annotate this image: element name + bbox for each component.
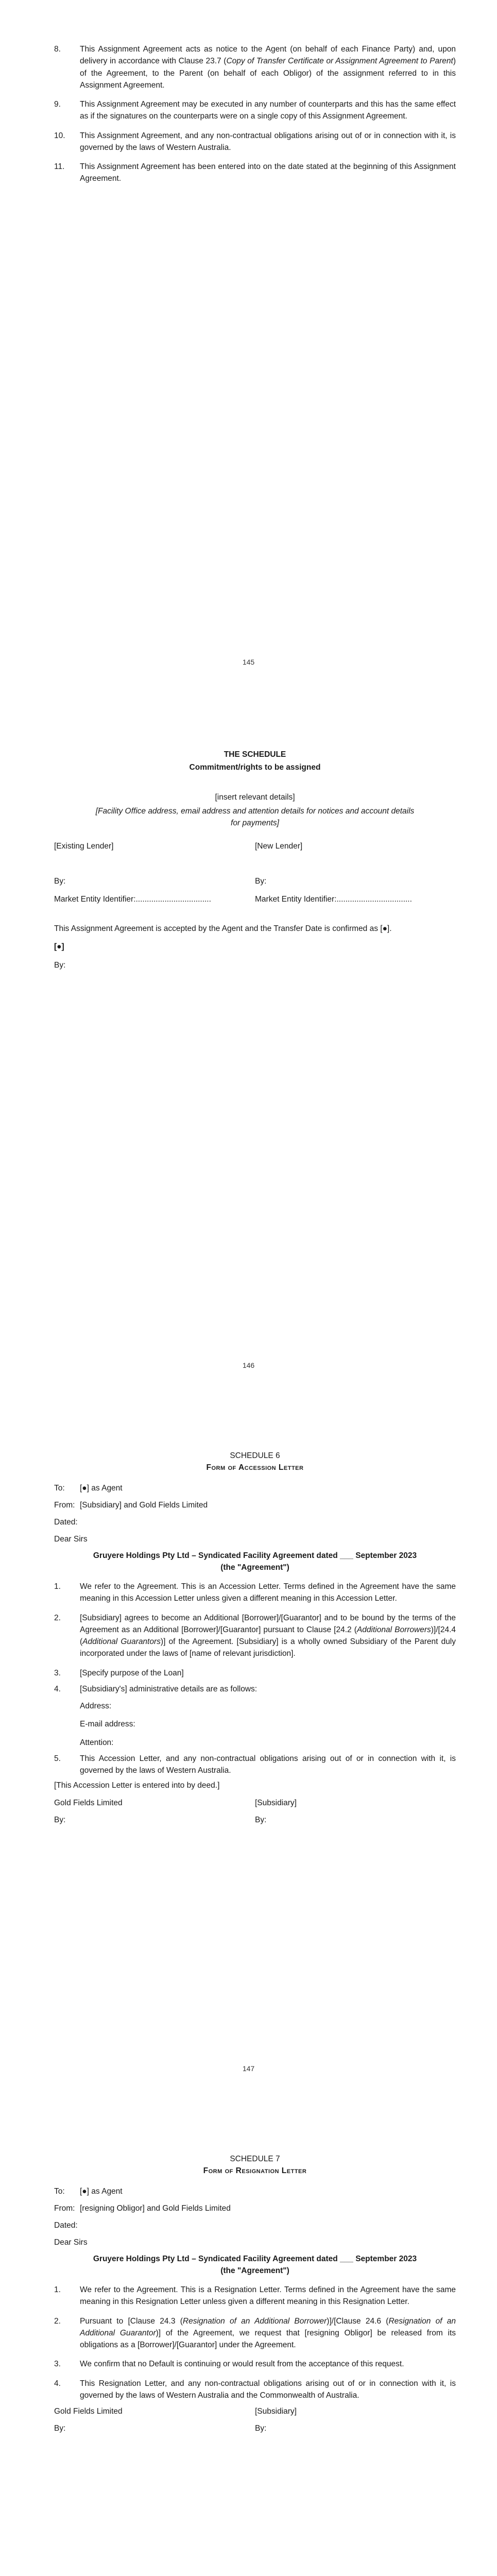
signatory-right: [Subsidiary] xyxy=(255,2407,297,2416)
by-row xyxy=(54,2422,456,2434)
by-label: By: xyxy=(54,960,66,970)
clause-2: 2. Pursuant to [Clause 24.3 (Resignation of an Additional Borrower)]/[Clause 24.6 (Resignation of an Additional Guarantor)] of the Agreement, we request that [resigning Obligor] be released from its obligations as a [Borrower]/[Guarantor] under the Agreement. xyxy=(54,2316,456,2349)
insert-details: [insert relevant details] xyxy=(215,792,295,802)
existing-lender: [Existing Lender] xyxy=(54,842,114,851)
attention-line: Attention: xyxy=(80,1738,114,1747)
by-row xyxy=(54,875,456,887)
letter-heading-defined: (the "Agreement") xyxy=(220,2266,289,2275)
agent-placeholder: [●] xyxy=(54,942,64,952)
page-number: 145 xyxy=(242,658,255,666)
lender-row xyxy=(54,840,456,852)
letter-heading: Gruyere Holdings Pty Ltd – Syndicated Facility Agreement dated ___ September 2023 xyxy=(93,1551,417,1560)
salutation: Dear Sirs xyxy=(54,2238,88,2247)
market-entity-right: Market Entity Identifier:.................................. xyxy=(255,894,412,904)
clause-1: 1. We refer to the Agreement. This is a Resignation Letter. Terms defined in the Agreement have the same meaning in this Resignation Letter unless given a different meaning in this Resignation Letter. xyxy=(54,2285,456,2307)
clause-1: 1. We refer to the Agreement. This is an Accession Letter. Terms defined in the Agreement have the same meaning in this Accession Letter unless given a different meaning in this Accession Letter. xyxy=(54,1582,456,1603)
market-entity-left: Market Entity Identifier:.................................. xyxy=(54,894,211,904)
acceptance-text: This Assignment Agreement is accepted by the Agent and the Transfer Date is confirmed as [●]. xyxy=(54,924,392,933)
letter-heading-defined: (the "Agreement") xyxy=(220,1563,289,1572)
schedule-title: THE SCHEDULE xyxy=(224,750,286,759)
by-label-left: By: xyxy=(54,2424,66,2433)
clause-4: 4. [Subsidiary's] administrative details are as follows: xyxy=(54,1684,258,1693)
facility-office-note: [Facility Office address, email address and attention details for notices and account details for payments] xyxy=(95,806,415,827)
dated-line: Dated: xyxy=(54,2221,78,2230)
clause-8: 8. This Assignment Agreement acts as notice to the Agent (on behalf of each Finance Party) and, upon delivery in accordance with Clause 23.7 (Copy of Transfer Certificate or Assignment Agreement to Parent) of the Agreement, to the Parent (on behalf of each Obligor) of the assignment referred to in this Assignment Agreement. xyxy=(54,45,456,90)
schedule-subtitle: Commitment/rights to be assigned xyxy=(189,763,321,772)
signature-row xyxy=(54,2405,456,2417)
clause-list xyxy=(54,43,456,185)
clause-5: 5. This Accession Letter, and any non-contractual obligations arising out of or in connection with it, is governed by the laws of Western Australia. xyxy=(54,1754,456,1775)
clause-2: 2. [Subsidiary] agrees to become an Additional [Borrower]/[Guarantor] and to be bound by the terms of the Agreement as an Additional [Borrower]/[Guarantor] pursuant to Clause [24.2 (Additional Borrowers)]/[24.4 (Additional Guarantors)] of the Agreement. [Subsidiary] is a wholly owned Subsidiary of the Parent duly incorporated under the laws of [name of relevant jurisdiction]. xyxy=(54,1613,456,1658)
signatory-left: Gold Fields Limited xyxy=(54,2407,123,2416)
signatory-left: Gold Fields Limited xyxy=(54,1798,123,1807)
page-145 xyxy=(0,0,497,703)
market-entity-row xyxy=(54,893,456,905)
salutation: Dear Sirs xyxy=(54,1535,88,1544)
clause-list xyxy=(54,2284,456,2401)
clause-9: 9. This Assignment Agreement may be executed in any number of counterparts and this has the same effect as if the signatures on the counterparts were on a single copy of this Assignment Agreement. xyxy=(54,100,456,121)
email-line: E-mail address: xyxy=(80,1720,135,1729)
clause-11: 11. This Assignment Agreement has been entered into on the date stated at the beginning of this Assignment Agreement. xyxy=(54,162,456,183)
new-lender: [New Lender] xyxy=(255,842,303,851)
page-148 xyxy=(0,2110,497,2576)
by-label-left: By: xyxy=(54,876,66,886)
clause-10: 10. This Assignment Agreement, and any non-contractual obligations arising out of or in connection with it, is governed by the laws of Western Australia. xyxy=(54,131,456,152)
signature-row xyxy=(54,1797,456,1809)
schedule-number: SCHEDULE 6 xyxy=(230,1451,280,1460)
by-label-right: By: xyxy=(255,876,267,886)
from-line: From: [Subsidiary] and Gold Fields Limited xyxy=(54,1500,208,1510)
page-number: 146 xyxy=(242,1361,255,1369)
address-line: Address: xyxy=(80,1702,112,1710)
page-number: 147 xyxy=(242,2064,255,2073)
by-label-right: By: xyxy=(255,1815,267,1824)
deed-note: [This Accession Letter is entered into by deed.] xyxy=(54,1781,220,1790)
by-label-right: By: xyxy=(255,2424,267,2433)
page-146 xyxy=(0,703,497,1406)
by-row xyxy=(54,1814,456,1826)
letter-heading: Gruyere Holdings Pty Ltd – Syndicated Facility Agreement dated ___ September 2023 xyxy=(93,2254,417,2263)
to-line: To: [●] as Agent xyxy=(54,1483,123,1493)
to-line: To: [●] as Agent xyxy=(54,2187,123,2196)
schedule-number: SCHEDULE 7 xyxy=(230,2155,280,2163)
by-label-left: By: xyxy=(54,1815,66,1824)
schedule-title: Form of Accession Letter xyxy=(206,1463,304,1472)
schedule-title: Form of Resignation Letter xyxy=(203,2166,307,2176)
clause-3: 3. [Specify purpose of the Loan] xyxy=(54,1668,184,1677)
page-147 xyxy=(0,1406,497,2110)
clause-4: 4. This Resignation Letter, and any non-contractual obligations arising out of or in connection with it, is governed by the laws of Western Australia and the Commonwealth of Australia. xyxy=(54,2379,456,2400)
signatory-right: [Subsidiary] xyxy=(255,1798,297,1807)
dated-line: Dated: xyxy=(54,1518,78,1527)
clause-3: 3. We confirm that no Default is continuing or would result from the acceptance of this request. xyxy=(54,2360,404,2369)
from-line: From: [resigning Obligor] and Gold Fields Limited xyxy=(54,2204,231,2213)
clause-list-cont xyxy=(54,1753,456,1777)
clause-list xyxy=(54,1581,456,1695)
